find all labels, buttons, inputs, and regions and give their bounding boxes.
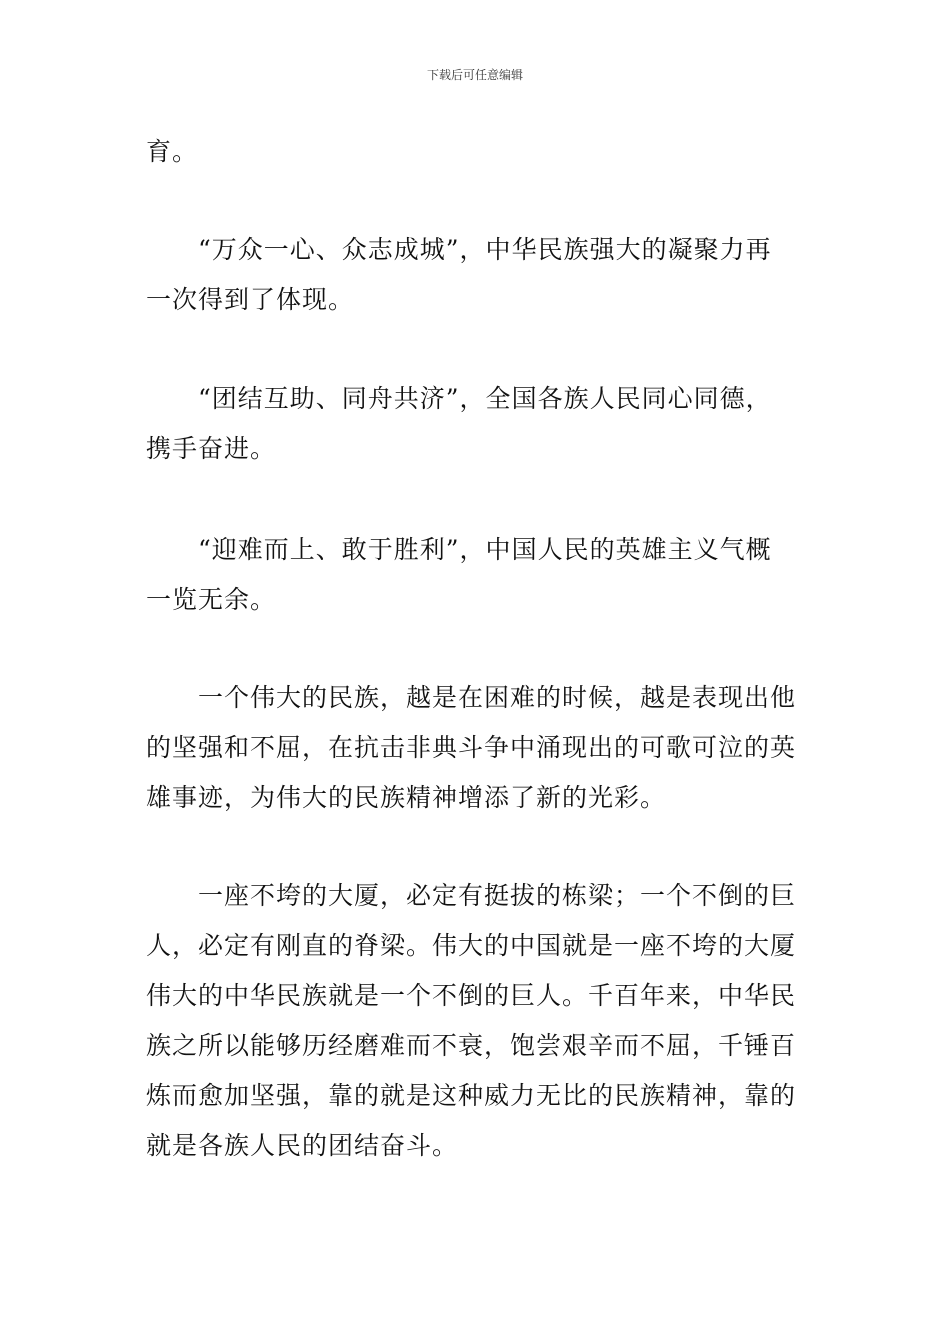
text-line: “迎难而上、敢于胜利”，中国人民的英雄主义气概 xyxy=(198,535,772,564)
text-line: 伟大的中华民族就是一个不倒的巨人。千百年来，中华民 xyxy=(146,981,797,1010)
text-line: 一次得到了体现。 xyxy=(146,285,355,314)
text-line: 一个伟大的民族，越是在困难的时候，越是表现出他 xyxy=(198,683,797,712)
text-line: 族之所以能够历经磨难而不衰，饱尝艰辛而不屈，千锤百 xyxy=(146,1031,797,1060)
text-line: 雄事迹，为伟大的民族精神增添了新的光彩。 xyxy=(146,783,667,812)
text-line: 育。 xyxy=(146,137,199,166)
page-header: 下载后可任意编辑 xyxy=(426,68,523,82)
text-line: 一座不垮的大厦，必定有挺拔的栋梁；一个不倒的巨 xyxy=(198,881,797,910)
text-line: 人，必定有刚直的脊梁。伟大的中国就是一座不垮的大厦 xyxy=(146,931,797,960)
text-line: “万众一心、众志成城”，中华民族强大的凝聚力再 xyxy=(198,235,772,264)
text-line: 携手奋进。 xyxy=(146,434,277,463)
text-line: “团结互助、同舟共济”，全国各族人民同心同德， xyxy=(198,384,772,413)
text-line: 就是各族人民的团结奋斗。 xyxy=(146,1131,459,1160)
text-line: 一览无余。 xyxy=(146,585,277,614)
text-line: 炼而愈加坚强，靠的就是这种威力无比的民族精神，靠的 xyxy=(146,1081,797,1110)
text-line: 的坚强和不屈，在抗击非典斗争中涌现出的可歌可泣的英 xyxy=(146,733,797,762)
